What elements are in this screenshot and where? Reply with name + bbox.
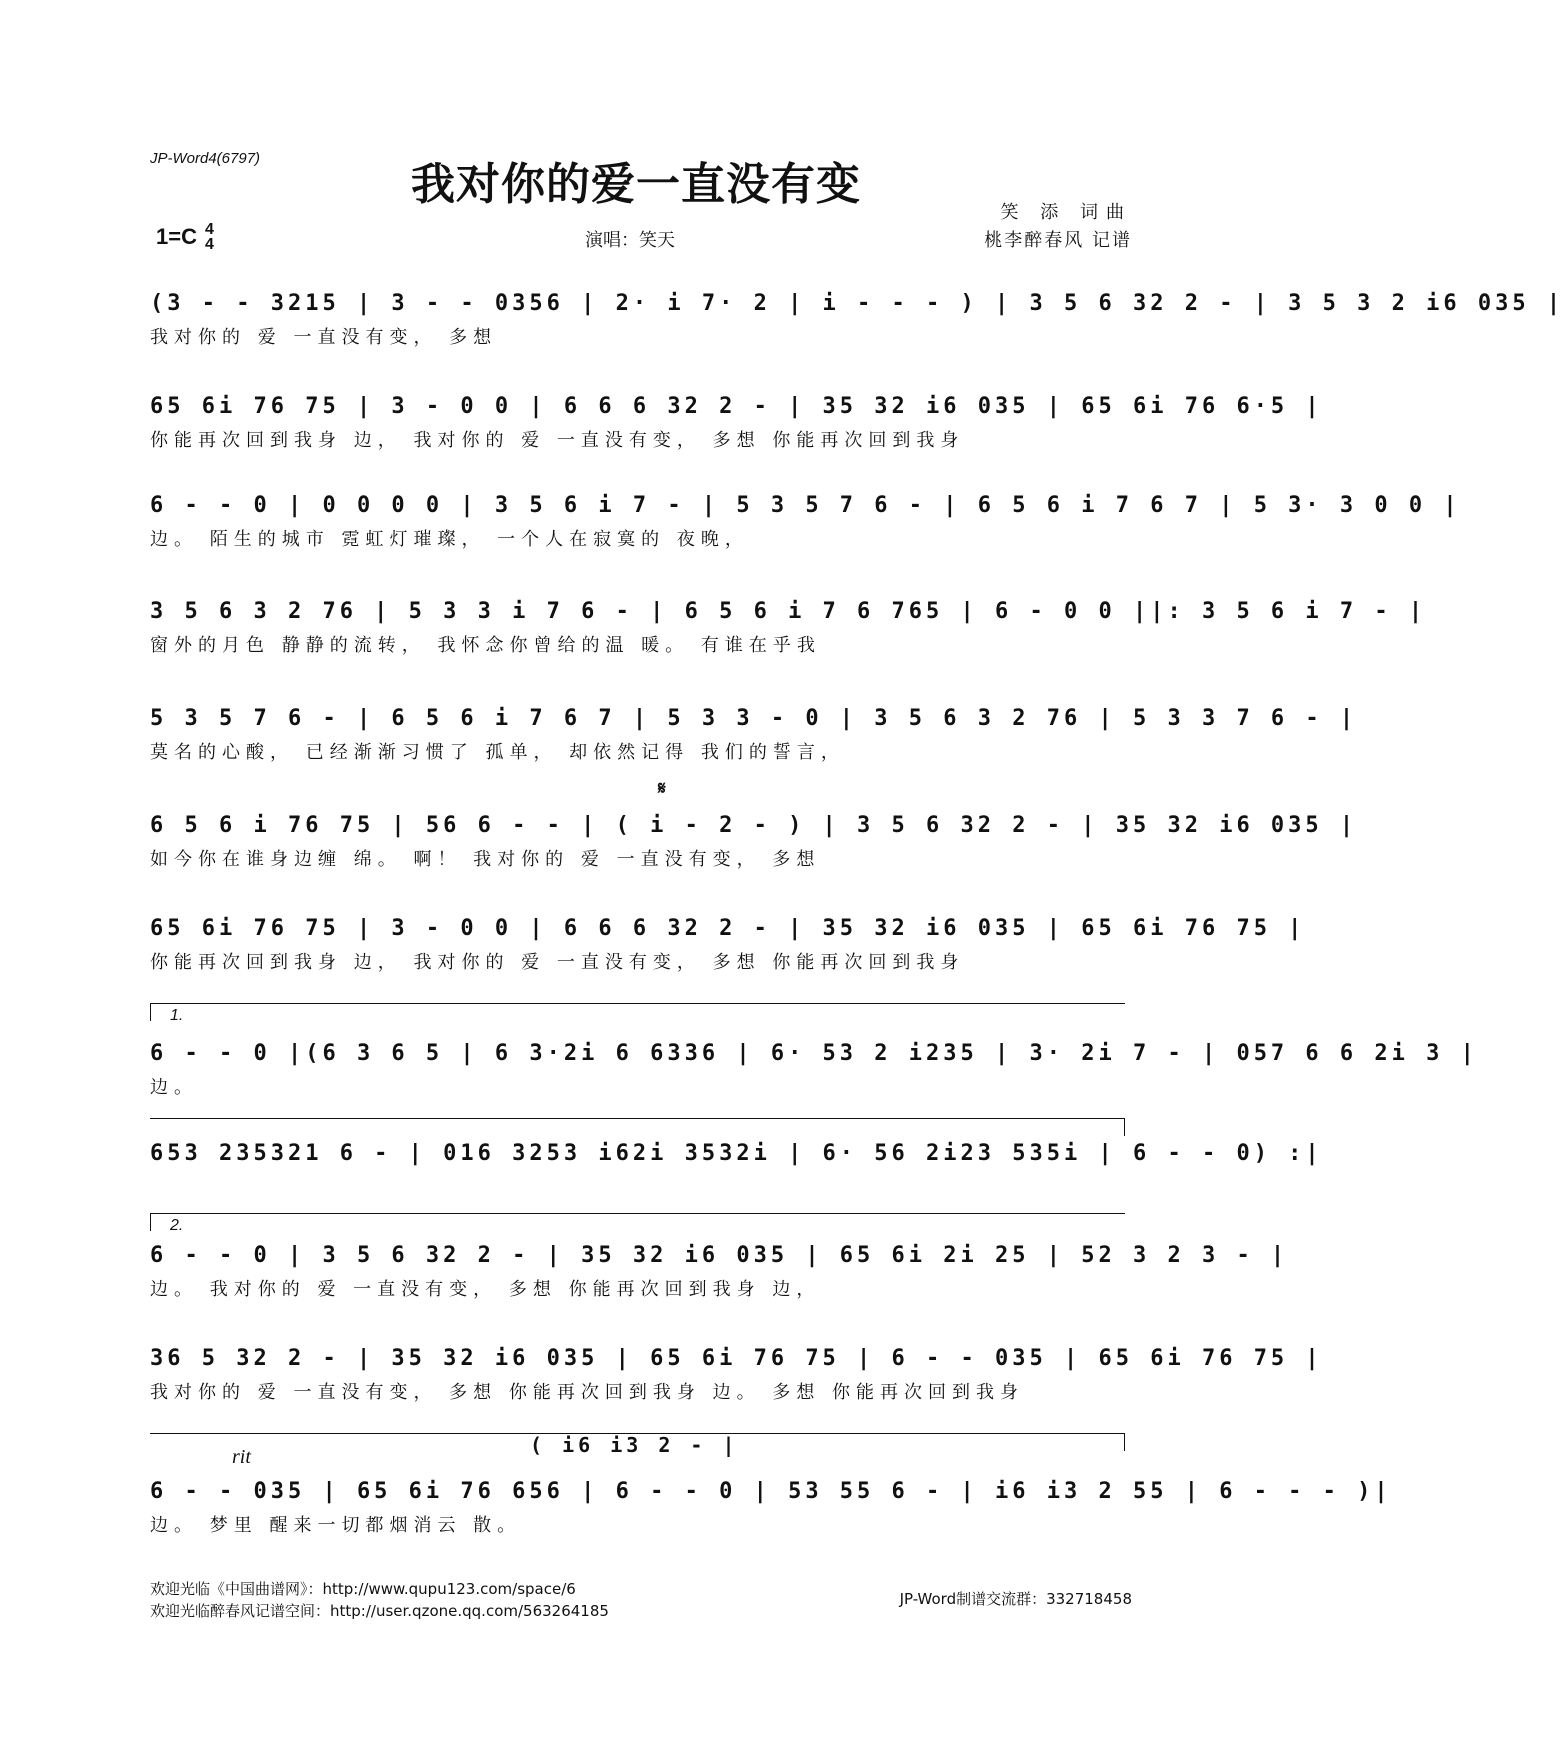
time-top: 4 [204,221,214,238]
key-signature [156,222,214,252]
credit-lyricist: 笑 添 词曲 [1000,202,1132,223]
score-system-4 [150,598,1427,658]
footer-group-info: JP-Word制谱交流群：332718458 [899,1590,1132,1608]
singer: 演唱：笑天 [585,230,675,251]
notes-line: 653 235321 6 - | 016 3253 i62i 3532i | 6· 56 2i23 535i | 6 - - 0) :| [150,1141,1323,1166]
notes-line: 65 6i 76 75 | 3 - 0 0 | 6 6 6 32 2 - | 35 32 i6 035 | 65 6i 76 75 | [150,916,1306,941]
score-system-10 [150,1242,1289,1302]
notes-line: 65 6i 76 75 | 3 - 0 0 | 6 6 6 32 2 - | 35 32 i6 035 | 65 6i 76 6·5 | [150,394,1323,419]
lyrics-line: 窗外的月色 静静的流转， 我怀念你曾给的温 暖。 有谁在乎我 [150,635,821,656]
ending-2-bracket [150,1213,1125,1214]
notes-line: 6 - - 0 |(6 3 6 5 | 6 3·2i 6 6336 | 6· 53 2 i235 | 3· 2i 7 - | 057 6 6 2i 3 | [150,1041,1478,1066]
lyrics-line: 边。 我对你的 爱 一直没有变， 多想 你能再次回到我身 边， [150,1279,821,1300]
notes-line: 5 3 5 7 6 - | 6 5 6 i 7 6 7 | 5 3 3 - 0 | 3 5 6 3 2 76 | 5 3 3 7 6 - | [150,706,1358,731]
lyrics-line: 边。 [150,1077,198,1098]
score-system-9 [150,1140,1323,1168]
notes-line: 6 - - 035 | 65 6i 76 656 | 6 - - 0 | 53 55 6 - | i6 i3 2 55 | 6 - - - )| [150,1479,1392,1504]
song-title: 我对你的爱一直没有变 [411,159,861,210]
time-bottom: 4 [204,236,214,253]
score-system-7 [150,915,1306,975]
score-system-8 [150,1040,1478,1100]
score-system-1 [150,290,1564,350]
notes-line: 6 - - 0 | 3 5 6 32 2 - | 35 32 i6 035 | 65 6i 2i 25 | 52 3 2 3 - | [150,1243,1289,1268]
footer-line-1: 欢迎光临《中国曲谱网》：http://www.qupu123.com/space/6 [150,1580,576,1598]
app-id: JP-Word4(6797) [150,150,261,167]
notes-line: 6 5 6 i 76 75 | 56 6 - - | ( i - 2 - ) | 3 5 6 32 2 - | 35 32 i6 035 | [150,813,1358,838]
ending-1-continuation [150,1118,1125,1119]
notes-line: 36 5 32 2 - | 35 32 i6 035 | 65 6i 76 75 | 6 - - 035 | 65 6i 76 75 | [150,1346,1323,1371]
time-signature [205,222,214,252]
segno-sign: 𝄋 [658,778,666,799]
lyrics-line: 你能再次回到我身 边， 我对你的 爱 一直没有变， 多想 你能再次回到我身 [150,952,965,973]
ending-1-label: 1. [170,1007,184,1024]
notes-line: (3 - - 3215 | 3 - - 0356 | 2· i 7· 2 | i - - - ) | 3 5 6 32 2 - | 3 5 3 2 i6 035 | [150,291,1564,316]
score-system-3 [150,492,1461,552]
key-label: 1=C [156,224,197,249]
lyrics-line: 你能再次回到我身 边， 我对你的 爱 一直没有变， 多想 你能再次回到我身 [150,430,965,451]
lyrics-line: 我对你的 爱 一直没有变， 多想 你能再次回到我身 边。 多想 你能再次回到我身 [150,1382,1025,1403]
notes-line: 3 5 6 3 2 76 | 5 3 3 i 7 6 - | 6 5 6 i 7 6 765 | 6 - 0 0 ||: 3 5 6 i 7 - | [150,599,1427,624]
score-system-12 [150,1478,1392,1538]
lyrics-line: 边。 梦里 醒来一切都烟消云 散。 [150,1515,522,1536]
ending-2-label: 2. [170,1217,184,1234]
ending-2-tick [150,1213,151,1231]
score-system-2 [150,393,1323,453]
rit-marking: rit [232,1446,251,1468]
lyrics-line: 如今你在谁身边缠 绵。 啊！ 我对你的 爱 一直没有变， 多想 [150,849,821,870]
lyrics-line: 边。 陌生的城市 霓虹灯璀璨， 一个人在寂寞的 夜晚， [150,529,749,550]
score-system-6 [150,812,1358,872]
footer-line-2: 欢迎光临醉春风记谱空间：http://user.qzone.qq.com/563264185 [150,1602,609,1620]
coda-end-tick [1124,1433,1125,1451]
score-system-11 [150,1345,1323,1405]
ending-1-tick [150,1003,151,1021]
ending-1-end-tick [1124,1118,1125,1136]
alternate-notes: ( i6 i3 2 - | [530,1433,739,1457]
lyrics-line: 莫名的心酸， 已经渐渐习惯了 孤单， 却依然记得 我们的誓言， [150,742,845,763]
notes-line: 6 - - 0 | 0 0 0 0 | 3 5 6 i 7 - | 5 3 5 7 6 - | 6 5 6 i 7 6 7 | 5 3· 3 0 0 | [150,493,1461,518]
lyrics-line: 我对你的 爱 一直没有变， 多想 [150,327,498,348]
score-system-5 [150,705,1358,765]
ending-1-bracket [150,1003,1125,1004]
credit-transcriber: 桃李醉春风 记谱 [984,230,1132,251]
